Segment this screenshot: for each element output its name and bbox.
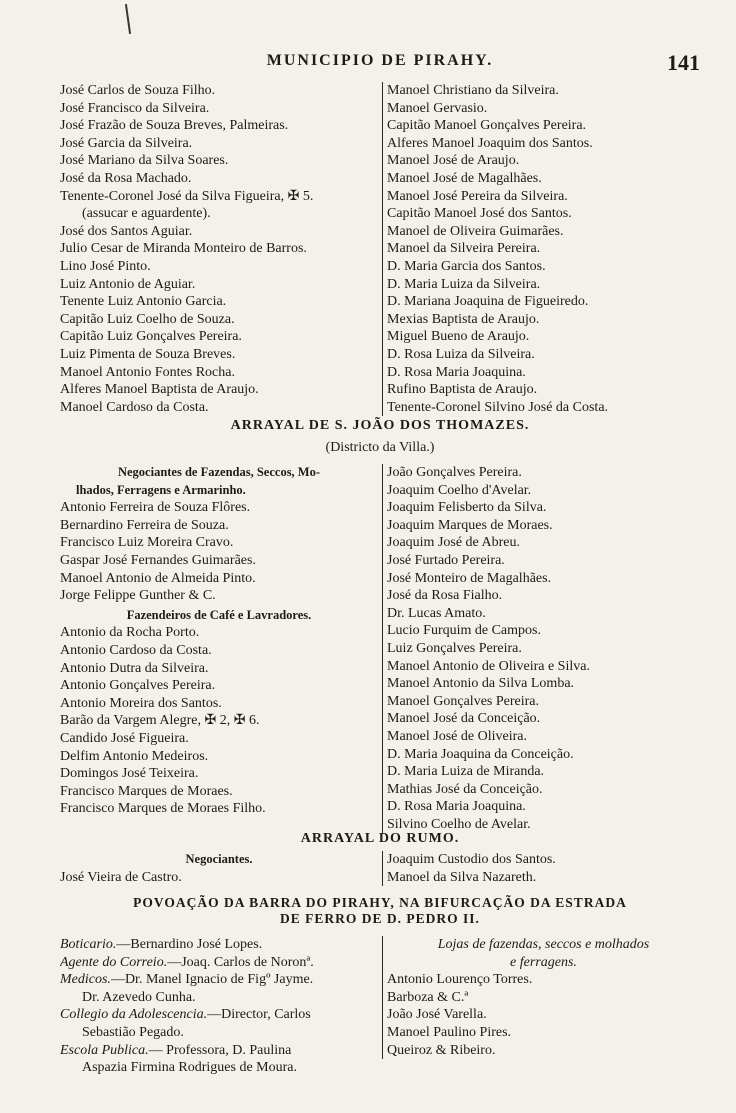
list-item: Joaquim Felisberto da Silva. [387,500,547,516]
page-title: MUNICIPIO DE PIRAHY. [266,52,494,69]
list-item: Manoel José de Araujo. [387,153,520,169]
list-item: Manoel Paulino Pires. [387,1024,512,1040]
entry-label: Medicos. [60,972,111,988]
list-item: Joaquim Custodio dos Santos. [387,852,556,867]
list-item: Manoel Antonio de Oliveira e Silva. [387,658,590,674]
negociantes-heading-cont: lhados, Ferragens e Armarinho. [76,482,246,497]
list-item: Manoel Christiano da Silveira. [387,83,559,98]
directory-entry [60,1006,378,1024]
entry-label: Boticario. [60,937,117,952]
directory-entry [60,1059,378,1077]
list-item: Lino José Pinto. [60,258,151,274]
right-column [382,936,700,1059]
thomazes-section [60,464,700,834]
list-item: Gaspar José Fernandes Guimarães. [60,552,256,568]
list-item: Manoel Gonçalves Pereira. [387,693,539,709]
list-item: Miguel Bueno de Araujo. [387,329,530,345]
entry-text: Sebastião Pegado. [82,1024,184,1040]
list-item: Antonio Gonçalves Pereira. [60,678,216,694]
list-item: Luiz Antonio de Aguiar. [60,276,196,292]
list-item: Antonio Dutra da Silveira. [60,660,209,676]
directory-entry [60,1042,378,1060]
list-item: Manoel Antonio Fontes Rocha. [60,364,235,380]
list-item: José Mariano da Silva Soares. [60,153,229,169]
list-item: Manoel Cardoso da Costa. [60,399,209,415]
list-item: D. Rosa Luiza da Silveira. [387,346,535,362]
list-item: José dos Santos Aguiar. [60,223,193,239]
list-item: Queiroz & Ribeiro. [387,1042,496,1058]
list-item: Antonio Ferreira de Souza Flôres. [60,500,251,516]
fazendeiros-heading: Fazendeiros de Café e Lavradores. [126,607,312,622]
list-item: Joaquim José de Abreu. [387,535,520,551]
list-item: Candido José Figueira. [60,730,189,746]
list-item: José Francisco da Silveira. [60,100,210,116]
list-item: Manoel Gervasio. [387,100,488,116]
page-header [60,50,700,76]
list-item: Joaquim Coelho d'Avelar. [387,482,532,498]
entry-text: —Dr. Manel Ignacio de Figº Jayme. [110,972,314,988]
list-item: Manoel Antonio de Almeida Pinto. [60,570,256,586]
list-item: Tenente-Coronel Silvino José da Costa. [387,399,609,415]
list-item: Lucio Furquim de Campos. [387,623,541,639]
list-item: Jorge Felippe Gunther & C. [60,588,216,604]
scan-mark [125,4,131,34]
list-item: Manoel Antonio da Silva Lomba. [387,676,575,692]
list-item: Manoel da Silva Nazareth. [387,869,537,885]
list-item: José Garcia da Silveira. [60,135,193,151]
list-item: Mathias José da Conceição. [387,781,543,797]
fazendeiros-list [60,624,378,818]
list-item: Manoel José de Magalhães. [387,170,542,186]
list-item: Capitão Manoel José dos Santos. [387,206,572,222]
list-item: Manoel de Oliveira Guimarães. [387,223,564,239]
lojas-list [387,971,700,1059]
list-item: D. Maria Luiza da Silveira. [387,276,541,292]
lojas-heading-cont: e ferragens. [510,954,577,970]
directory-entry [60,954,378,972]
list-item: D. Rosa Maria Joaquina. [387,364,526,380]
entry-text: —Joaq. Carlos de Noronª. [167,954,314,970]
list-item: Manoel da Silveira Pereira. [387,241,541,257]
lojas-heading: Lojas de fazendas, seccos e molhados [437,937,650,952]
negociantes-heading: Negociantes de Fazendas, Seccos, Mo- [117,465,321,479]
barra-section [60,936,700,1086]
list-item: Tenente-Coronel José da Silva Figueira, ✠ 5. [60,188,314,204]
list-item: Luiz Pimenta de Souza Breves. [60,346,236,362]
list-item: (assucar e aguardente). [82,206,211,222]
list-item: José Vieira de Castro. [60,869,182,885]
section-heading-barra [60,895,700,927]
heading-line: POVOAÇÃO DA BARRA DO PIRAHY, NA BIFURCAÇÃO DA ESTRADA [133,895,627,910]
section-heading-thomazes: ARRAYAL DE S. JOÃO DOS THOMAZES. [230,418,530,433]
list-item: Domingos José Teixeira. [60,766,199,782]
rumo-negociantes-heading: Negociantes. [185,852,253,866]
list-item: João Gonçalves Pereira. [387,465,522,480]
directory-entry [60,936,378,954]
right-column [382,464,700,833]
district-note: (Districto da Villa.) [325,440,435,455]
list-item: Tenente Luiz Antonio Garcia. [60,294,227,310]
list-item: Francisco Marques de Moraes. [60,783,233,799]
rumo-section [60,851,700,889]
list-item: João José Varella. [387,1007,487,1023]
list-item: Bernardino Ferreira de Souza. [60,517,229,533]
left-column [60,936,378,1077]
list-item: Manoel José de Oliveira. [387,728,527,744]
left-column [60,851,378,886]
rumo-left-list [60,869,378,887]
left-column [60,82,378,416]
list-item: Antonio Cardoso da Costa. [60,642,212,658]
heading-line: DE FERRO DE D. PEDRO II. [280,911,480,926]
list-item: José da Rosa Fialho. [387,588,503,604]
entry-text: Dr. Azevedo Cunha. [82,989,196,1005]
list-item: Julio Cesar de Miranda Monteiro de Barros. [60,241,307,257]
list-item: Manoel José Pereira da Silveira. [387,188,568,204]
entry-text: —Director, Carlos [207,1007,311,1023]
entry-text: — Professora, D. Paulina [148,1042,292,1058]
list-item: Alferes Manoel Baptista de Araujo. [60,382,259,398]
list-item: José Monteiro de Magalhães. [387,570,552,586]
entry-label: Escola Publica. [60,1042,149,1058]
list-item: José Frazão de Souza Breves, Palmeiras. [60,118,289,134]
list-item: Manoel José da Conceição. [387,711,541,727]
left-column [60,464,378,818]
list-item: Capitão Manoel Gonçalves Pereira. [387,118,587,134]
list-item: Barboza & C.ª [387,989,469,1005]
entry-label: Collegio da Adolescencia. [60,1007,208,1023]
list-item: Luiz Gonçalves Pereira. [387,640,522,656]
directory-entry [60,989,378,1007]
list-item: Antonio da Rocha Porto. [60,625,200,641]
list-item: D. Rosa Maria Joaquina. [387,799,526,815]
right-column [382,82,700,416]
section-heading-rumo: ARRAYAL DO RUMO. [300,831,460,846]
entry-label: Agente do Correio. [60,954,168,970]
directory-entry [60,1024,378,1042]
entry-text: —Bernardino José Lopes. [116,937,263,952]
name-list-section [60,82,700,417]
list-item: Alferes Manoel Joaquim dos Santos. [387,135,593,151]
list-item: Francisco Marques de Moraes Filho. [60,801,266,817]
right-column [382,851,700,886]
list-item: Capitão Luiz Coelho de Souza. [60,311,235,327]
directory-entry [60,971,378,989]
list-item: José Carlos de Souza Filho. [60,83,216,98]
list-item: Barão da Vargem Alegre, ✠ 2, ✠ 6. [60,713,260,729]
list-item: José Furtado Pereira. [387,552,505,568]
entry-text: Aspazia Firmina Rodrigues de Moura. [82,1060,298,1076]
negociantes-list [60,499,378,605]
list-item: D. Maria Garcia dos Santos. [387,258,546,274]
list-item: Mexias Baptista de Araujo. [387,311,540,327]
page-number: 141 [667,50,700,75]
list-item: José da Rosa Machado. [60,170,192,186]
list-item: Antonio Lourenço Torres. [387,972,533,988]
list-item: Dr. Lucas Amato. [387,605,486,621]
list-item: Rufino Baptista de Araujo. [387,382,538,398]
list-item: D. Maria Luiza de Miranda. [387,764,545,780]
list-item: Joaquim Marques de Moraes. [387,517,553,533]
list-item: Silvino Coelho de Avelar. [387,816,531,832]
list-item: D. Mariana Joaquina de Figueiredo. [387,294,589,310]
list-item: Antonio Moreira dos Santos. [60,695,222,711]
list-item: D. Maria Joaquina da Conceição. [387,746,574,762]
list-item: Francisco Luiz Moreira Cravo. [60,535,234,551]
list-item: Capitão Luiz Gonçalves Pereira. [60,329,242,345]
list-item: Delfim Antonio Medeiros. [60,748,209,764]
